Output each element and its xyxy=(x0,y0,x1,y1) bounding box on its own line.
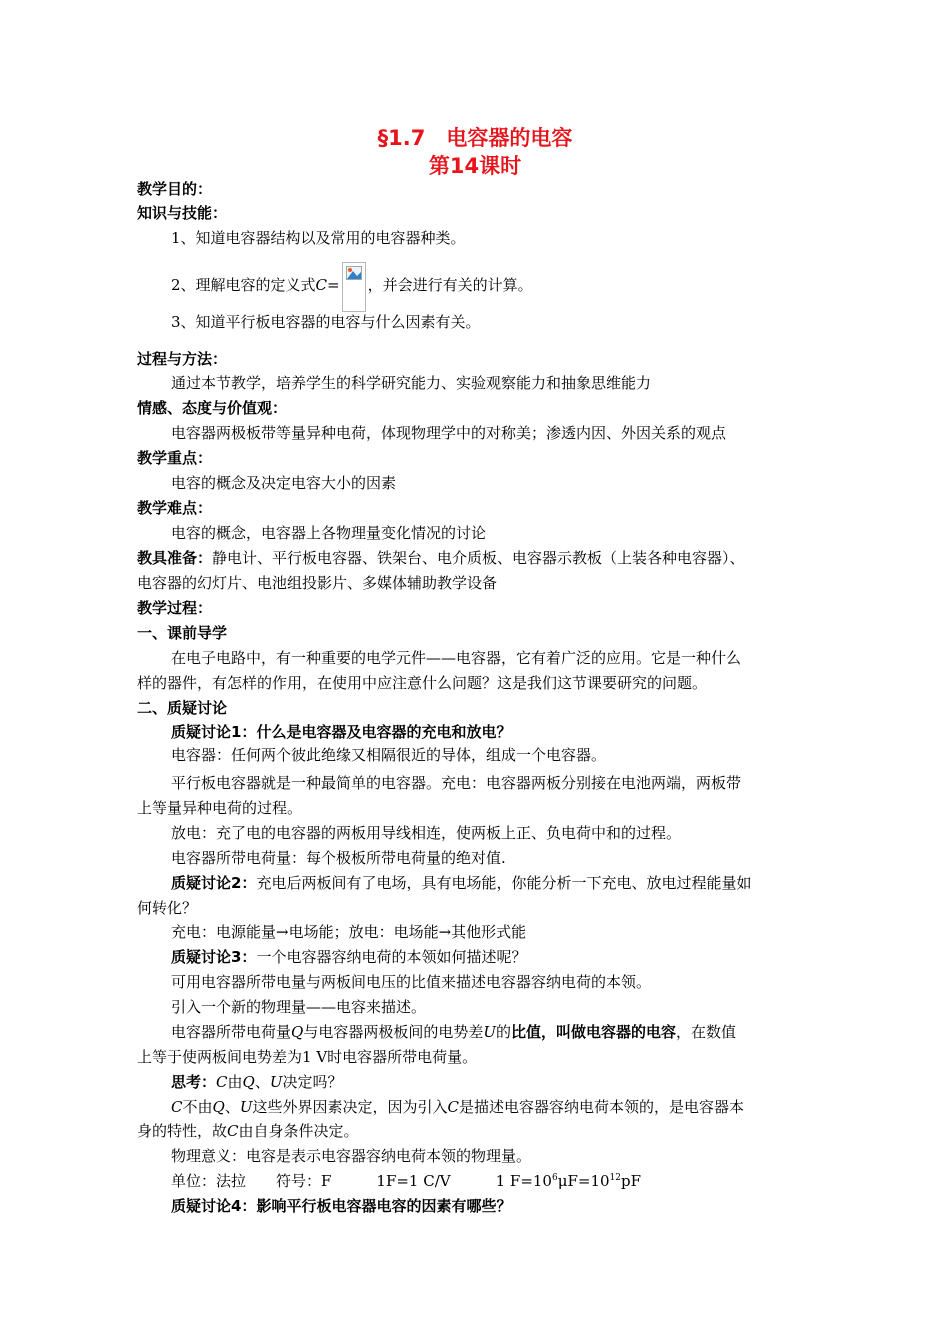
definition-text-a: 电容器所带电荷量 xyxy=(171,1023,292,1041)
unit-exponent-1: 6 xyxy=(551,1173,558,1183)
lesson-title: §1.7 电容器的电容 xyxy=(377,126,573,150)
question-1: 质疑讨论1：什么是电容器及电容器的充电和放电？ xyxy=(171,723,512,741)
physical-meaning: 物理意义：电容是表示电容器容纳电荷本领的物理量。 xyxy=(171,1147,532,1165)
definition-bold: 比值，叫做电容器的电容 xyxy=(511,1023,677,1041)
emotion-heading: 情感、态度与价值观： xyxy=(137,399,288,417)
objective-item-2-text: 2、理解电容的定义式 xyxy=(171,276,316,294)
discharge-definition: 放电：充了电的电容器的两板用导线相连，使两板上正、负电荷中和的过程。 xyxy=(171,824,682,842)
formula-suffix: ，并会进行有关的计算。 xyxy=(367,276,533,294)
answer-symbol-q: Q xyxy=(212,1098,225,1116)
difficulty-heading: 教学难点： xyxy=(137,499,213,517)
answer-text-c: 是描述电容器容纳电荷本领的，是电容器本 xyxy=(458,1098,744,1116)
think-sep: 、 xyxy=(254,1073,270,1091)
unit-text-a: 单位：法拉 符号：F 1F=1 C/V 1 F=10 xyxy=(171,1172,552,1190)
answer2-symbol-c: C xyxy=(227,1122,239,1140)
capacitor-definition: 电容器：任何两个彼此绝缘又相隔很近的导体，组成一个电容器。 xyxy=(171,746,607,764)
formula-lhs: C= xyxy=(315,276,340,294)
teaching-process-heading: 教学过程： xyxy=(137,599,213,617)
q1-para-line-1: 平行板电容器就是一种最简单的电容器。充电：电容器两板分别接在电池两端，两板带 xyxy=(171,774,742,792)
lesson-period: 第14课时 xyxy=(428,154,522,178)
question-3-line xyxy=(171,947,526,967)
answer-text-a: 不由 xyxy=(182,1098,213,1116)
equipment-heading: 教具准备： xyxy=(137,549,213,567)
symbol-u: U xyxy=(483,1023,496,1041)
answer-symbol-c: C xyxy=(171,1098,183,1116)
symbol-q: Q xyxy=(291,1023,304,1041)
answer-sep: 、 xyxy=(224,1098,240,1116)
key-point-text: 电容的概念及决定电容大小的因素 xyxy=(171,474,397,492)
think-end: 决定吗？ xyxy=(282,1073,343,1091)
definition-text-d: ，在数值 xyxy=(676,1023,737,1041)
think-label: 思考： xyxy=(171,1073,217,1091)
process-method-heading: 过程与方法： xyxy=(137,350,228,368)
answer-text-b: 这些外界因素决定，因为引入 xyxy=(252,1098,448,1116)
capacitance-definition-line-2: 上等于使两板间电势差为1 V时电容器所带电荷量。 xyxy=(137,1048,478,1066)
q3-para-1: 可用电容器所带电量与两板间电压的比值来描述电容器容纳电荷的本领。 xyxy=(171,973,652,991)
equipment-text-1: 静电计、平行板电容器、铁架台、电介质板、电容器示教板（上装各种电容器）、 xyxy=(212,549,745,567)
q3-para-2: 引入一个新的物理量——电容来描述。 xyxy=(171,998,427,1016)
question-4: 质疑讨论4：影响平行板电容器电容的因素有哪些？ xyxy=(171,1197,512,1215)
unit-exponent-2: 12 xyxy=(609,1173,621,1183)
capacitance-definition-line-1 xyxy=(171,1022,736,1042)
unit-text-b: μF=10 xyxy=(557,1172,610,1190)
knowledge-heading: 知识与技能： xyxy=(137,204,228,222)
section-2-heading: 二、质疑讨论 xyxy=(137,699,228,717)
question-2-line-2: 何转化？ xyxy=(137,899,198,917)
think-answer-line-2 xyxy=(137,1121,359,1141)
think-symbol-u: U xyxy=(269,1073,283,1091)
objective-item-2 xyxy=(171,262,533,312)
section-1-para-line-2: 样的器件，有怎样的作用，在使用中应注意什么问题？这是我们这节课要研究的问题。 xyxy=(137,674,708,692)
formula-image-icon xyxy=(342,262,366,312)
objectives-heading: 教学目的： xyxy=(137,180,213,198)
charge-amount-definition: 电容器所带电荷量：每个极板所带电荷量的绝对值. xyxy=(171,849,506,867)
answer2-text-b: 由自身条件决定。 xyxy=(238,1122,359,1140)
question-3-text: 一个电容器容纳电荷的本领如何描述呢？ xyxy=(256,948,527,966)
think-symbol-q: Q xyxy=(242,1073,255,1091)
think-mid: 由 xyxy=(227,1073,243,1091)
process-method-text: 通过本节教学，培养学生的科学研究能力、实验观察能力和抽象思维能力 xyxy=(171,374,652,392)
think-symbol-c: C xyxy=(216,1073,228,1091)
answer2-text-a: 身的特性，故 xyxy=(137,1122,228,1140)
think-answer-line-1 xyxy=(171,1097,744,1117)
answer-symbol-u: U xyxy=(239,1098,253,1116)
difficulty-text: 电容的概念，电容器上各物理量变化情况的讨论 xyxy=(171,524,487,542)
equipment-line-2: 电容器的幻灯片、电池组投影片、多媒体辅助教学设备 xyxy=(137,574,498,592)
definition-text-c: 的 xyxy=(496,1023,512,1041)
question-2-text: 充电后两板间有了电场，具有电场能，你能分析一下充电、放电过程能量如 xyxy=(256,874,752,892)
objective-item-3: 3、知道平行板电容器的电容与什么因素有关。 xyxy=(171,313,481,331)
section-1-para-line-1: 在电子电路中，有一种重要的电学元件——电容器，它有着广泛的应用。它是一种什么 xyxy=(171,649,742,667)
unit-text-c: pF xyxy=(620,1172,641,1190)
question-2-answer: 充电：电源能量→电场能；放电：电场能→其他形式能 xyxy=(171,923,527,941)
unit-line xyxy=(171,1171,641,1191)
equipment-line-1 xyxy=(137,548,745,568)
q1-para-line-2: 上等量异种电荷的过程。 xyxy=(137,799,303,817)
section-1-heading: 一、课前导学 xyxy=(137,624,228,642)
emotion-text: 电容器两极板带等量异种电荷，体现物理学中的对称美；渗透内因、外因关系的观点 xyxy=(171,424,727,442)
question-2-line-1 xyxy=(171,873,751,893)
answer-symbol-c2: C xyxy=(447,1098,459,1116)
objective-item-1: 1、知道电容器结构以及常用的电容器种类。 xyxy=(171,229,466,247)
key-point-heading: 教学重点： xyxy=(137,449,213,467)
think-question xyxy=(171,1072,343,1092)
question-3-label: 质疑讨论3： xyxy=(171,948,257,966)
question-2-label: 质疑讨论2： xyxy=(171,874,257,892)
definition-text-b: 与电容器两极板间的电势差 xyxy=(303,1023,484,1041)
